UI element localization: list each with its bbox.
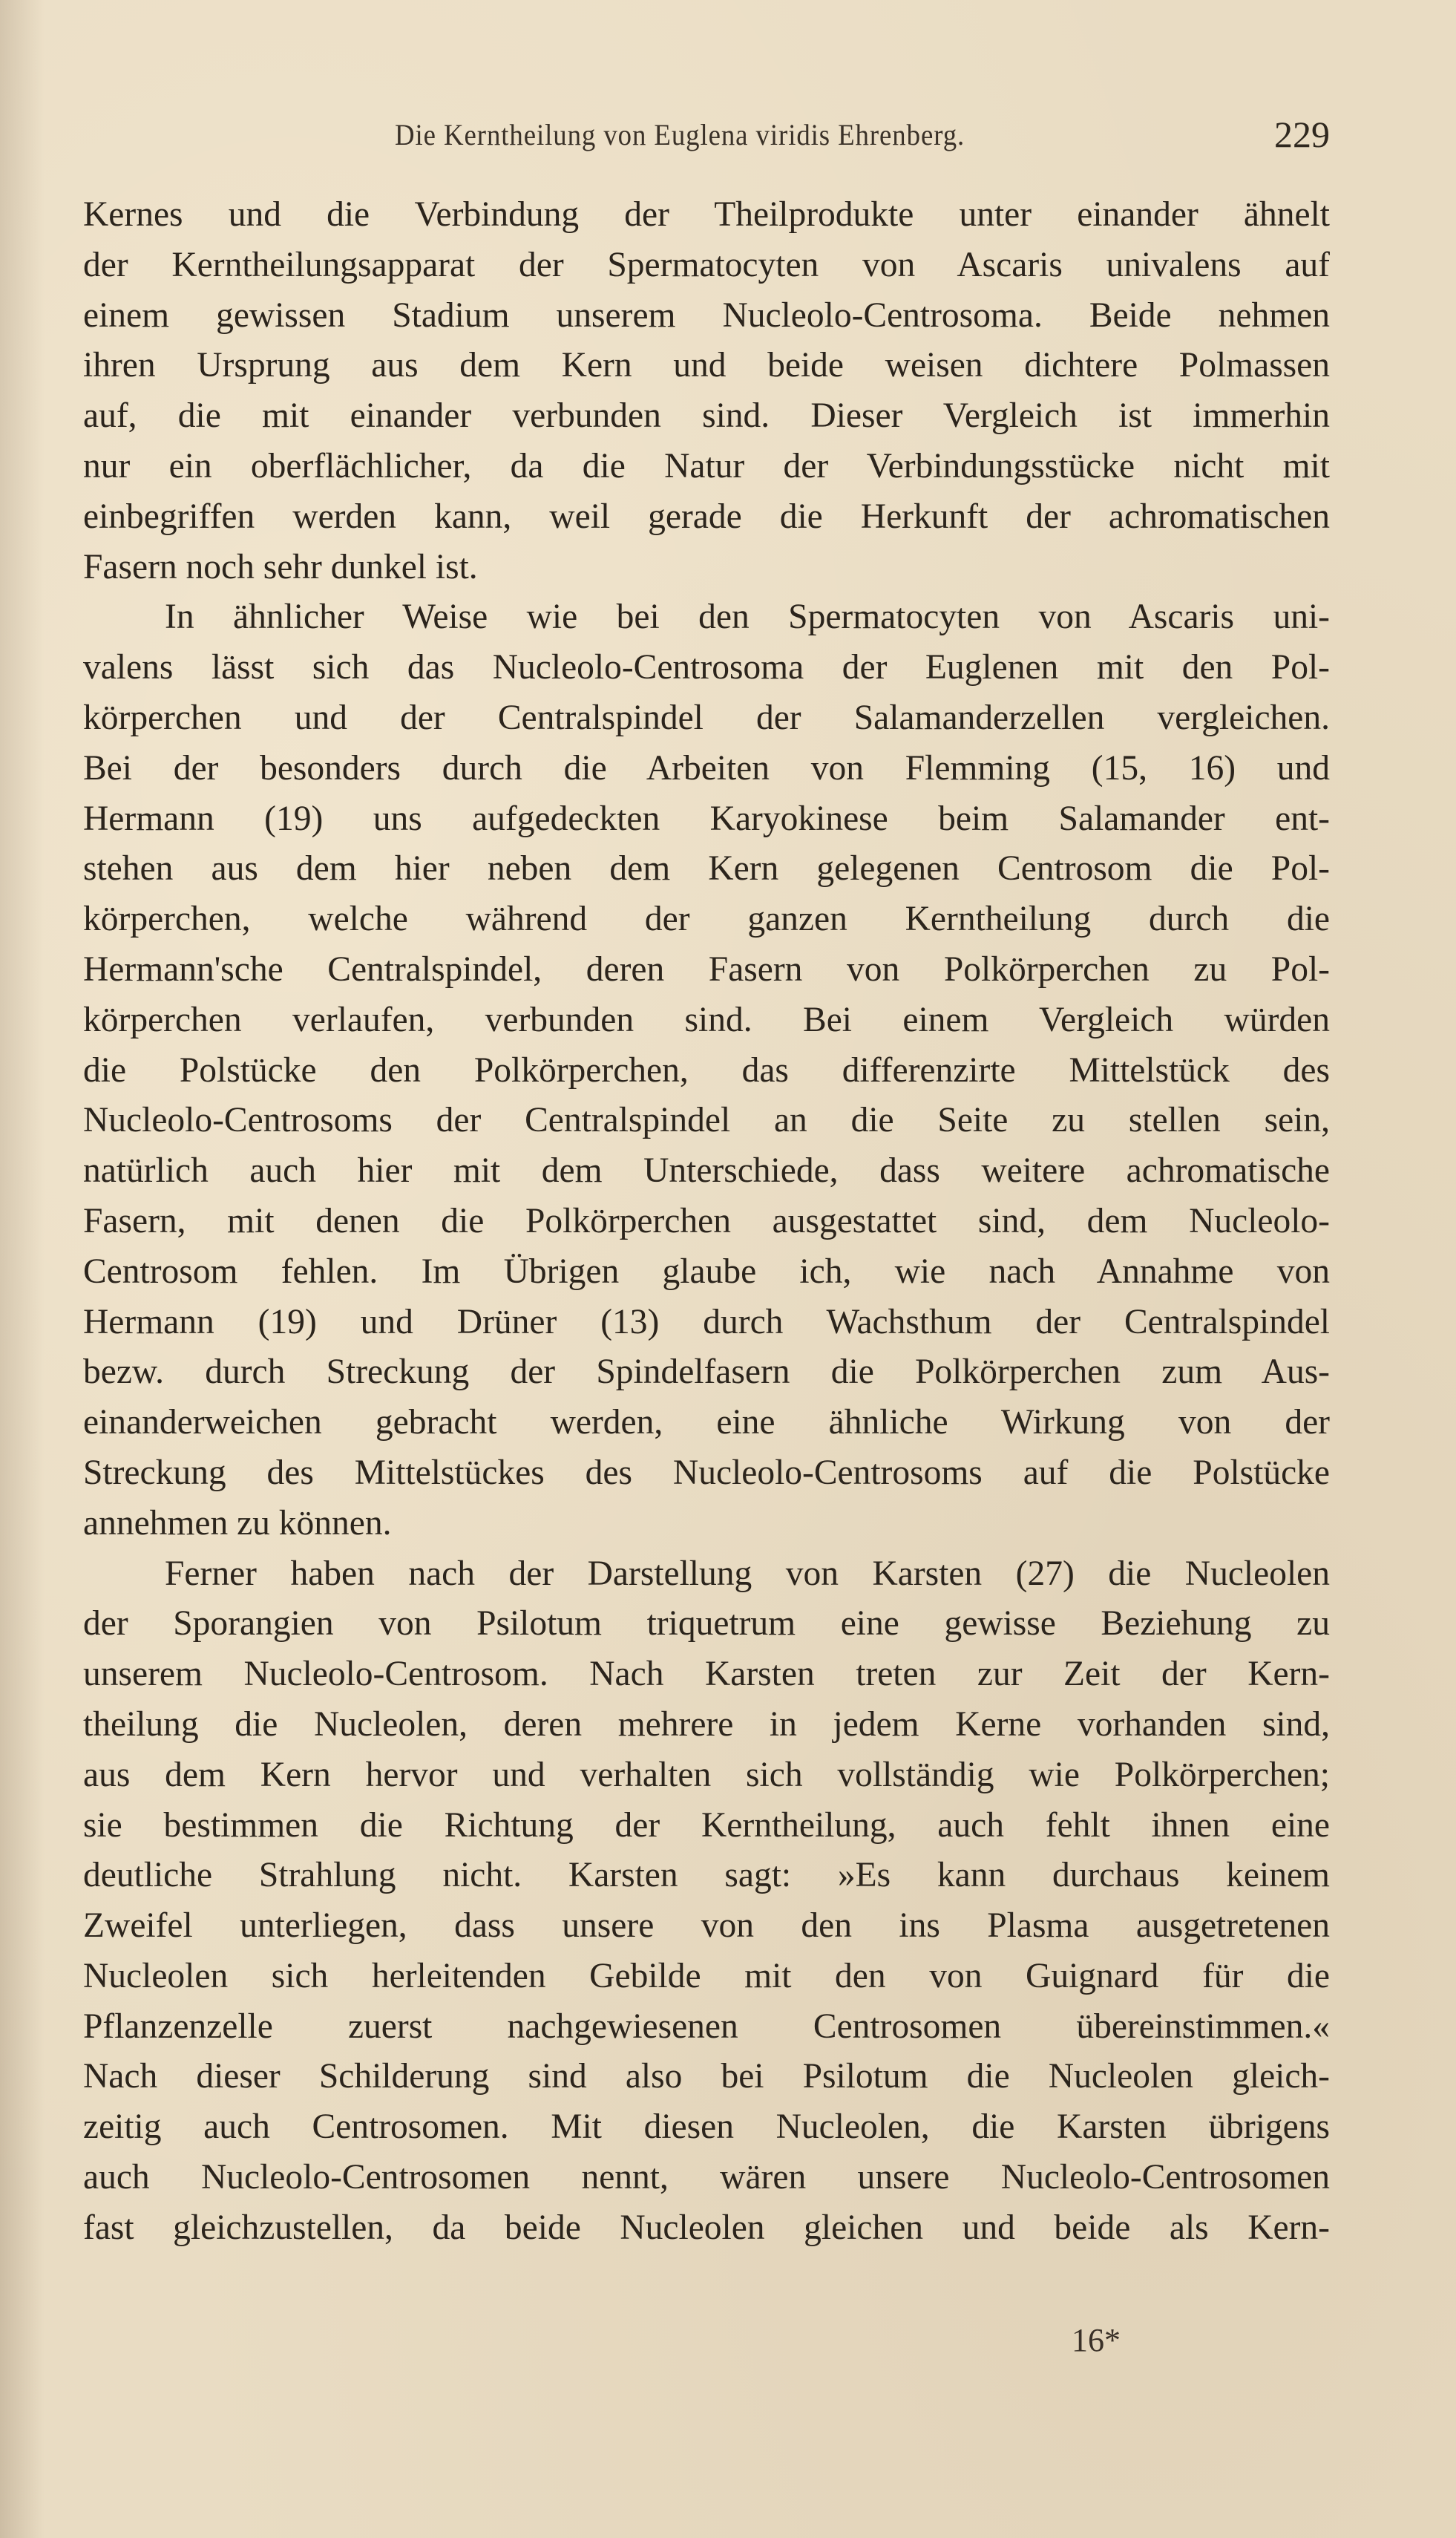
text-line: Hermann (19) und Drüner (13) durch Wachsthum der Centralspindel bbox=[83, 1302, 1330, 1341]
signature-mark: 16* bbox=[1072, 2322, 1121, 2358]
text-line: Fasern, mit denen die Polkörperchen ausgestattet sind, dem Nucleolo- bbox=[83, 1201, 1330, 1240]
text-line: ihren Ursprung aus dem Kern und beide weisen dichtere Polmassen bbox=[83, 346, 1330, 385]
text-line: Nucleolo-Centrosoms der Centralspindel an die Seite zu stellen sein, bbox=[83, 1101, 1330, 1140]
text-line: der Kerntheilungsapparat der Spermatocyten von Ascaris univalens auf bbox=[83, 245, 1330, 284]
text-line: körperchen und der Centralspindel der Salamanderzellen vergleichen. bbox=[83, 698, 1330, 737]
body-text bbox=[83, 190, 1330, 2254]
text-line: bezw. durch Streckung der Spindelfasern die Polkörperchen zum Aus- bbox=[83, 1353, 1330, 1392]
text-line: Streckung des Mittelstückes des Nucleolo-Centrosoms auf die Polstücke bbox=[83, 1453, 1330, 1492]
page-number: 229 bbox=[1274, 114, 1330, 155]
text-line: Fasern noch sehr dunkel ist. bbox=[83, 547, 478, 586]
text-line: In ähnlicher Weise wie bei den Spermatocyten von Ascaris uni- bbox=[165, 598, 1330, 637]
text-line: der Sporangien von Psilotum triquetrum eine gewisse Beziehung zu bbox=[83, 1604, 1330, 1644]
text-line: Zweifel unterliegen, dass unsere von den ins Plasma ausgetretenen bbox=[83, 1906, 1330, 1946]
paragraph-1 bbox=[83, 190, 1330, 592]
text-line: Centrosom fehlen. Im Übrigen glaube ich, wie nach Annahme von bbox=[83, 1252, 1330, 1291]
paragraph-3 bbox=[83, 1549, 1330, 2254]
text-line: valens lässt sich das Nucleolo-Centrosoma der Euglenen mit den Pol- bbox=[83, 648, 1330, 687]
text-line: einbegriffen werden kann, weil gerade die Herkunft der achromatischen bbox=[83, 497, 1330, 536]
text-line: deutliche Strahlung nicht. Karsten sagt: »Es kann durchaus keinem bbox=[83, 1856, 1330, 1895]
text-line: Hermann'sche Centralspindel, deren Fasern von Polkörperchen zu Pol- bbox=[83, 949, 1330, 989]
text-line: annehmen zu können. bbox=[83, 1503, 392, 1543]
text-line: natürlich auch hier mit dem Unterschiede, dass weitere achromatische bbox=[83, 1151, 1330, 1191]
running-header bbox=[83, 104, 1330, 171]
text-line: Kernes und die Verbindung der Theilprodukte unter einander ähnelt bbox=[83, 195, 1330, 234]
text-line: die Polstücke den Polkörperchen, das differenzirte Mittelstück des bbox=[83, 1050, 1330, 1090]
text-line: unserem Nucleolo-Centrosom. Nach Karsten treten zur Zeit der Kern- bbox=[83, 1655, 1330, 1694]
text-line: Bei der besonders durch die Arbeiten von Flemming (15, 16) und bbox=[83, 748, 1330, 788]
text-line: Nach dieser Schilderung sind also bei Psilotum die Nucleolen gleich- bbox=[83, 2057, 1330, 2096]
paragraph-2 bbox=[83, 592, 1330, 1548]
running-title: Die Kerntheilung von Euglena viridis Ehrenberg. bbox=[395, 118, 965, 151]
text-line: stehen aus dem hier neben dem Kern gelegenen Centrosom die Pol- bbox=[83, 849, 1330, 889]
text-line: Ferner haben nach der Darstellung von Karsten (27) die Nucleolen bbox=[165, 1554, 1330, 1593]
text-line: körperchen verlaufen, verbunden sind. Bei einem Vergleich würden bbox=[83, 1000, 1330, 1039]
text-line: körperchen, welche während der ganzen Kerntheilung durch die bbox=[83, 900, 1330, 939]
text-line: einanderweichen gebracht werden, eine ähnliche Wirkung von der bbox=[83, 1403, 1330, 1442]
text-line: aus dem Kern hervor und verhalten sich vollständig wie Polkörperchen; bbox=[83, 1755, 1330, 1794]
text-line: zeitig auch Centrosomen. Mit diesen Nucleolen, die Karsten übrigens bbox=[83, 2107, 1330, 2147]
text-line: einem gewissen Stadium unserem Nucleolo-Centrosoma. Beide nehmen bbox=[83, 295, 1330, 335]
text-line: nur ein oberflächlicher, da die Natur der Verbindungsstücke nicht mit bbox=[83, 446, 1330, 485]
text-line: Nucleolen sich herleitenden Gebilde mit den von Guignard für die bbox=[83, 1956, 1330, 1995]
text-line: auf, die mit einander verbunden sind. Dieser Vergleich ist immerhin bbox=[83, 396, 1330, 436]
text-line: Hermann (19) uns aufgedeckten Karyokinese beim Salamander ent- bbox=[83, 799, 1330, 838]
text-line: auch Nucleolo-Centrosomen nennt, wären unsere Nucleolo-Centrosomen bbox=[83, 2158, 1330, 2197]
text-line: Pflanzenzelle zuerst nachgewiesenen Centrosomen übereinstimmen.« bbox=[83, 2006, 1330, 2046]
text-line: theilung die Nucleolen, deren mehrere in jedem Kerne vorhanden sind, bbox=[83, 1704, 1330, 1744]
text-line: fast gleichzustellen, da beide Nucleolen gleichen und beide als Kern- bbox=[83, 2208, 1330, 2247]
text-line: sie bestimmen die Richtung der Kerntheilung, auch fehlt ihnen eine bbox=[83, 1805, 1330, 1845]
